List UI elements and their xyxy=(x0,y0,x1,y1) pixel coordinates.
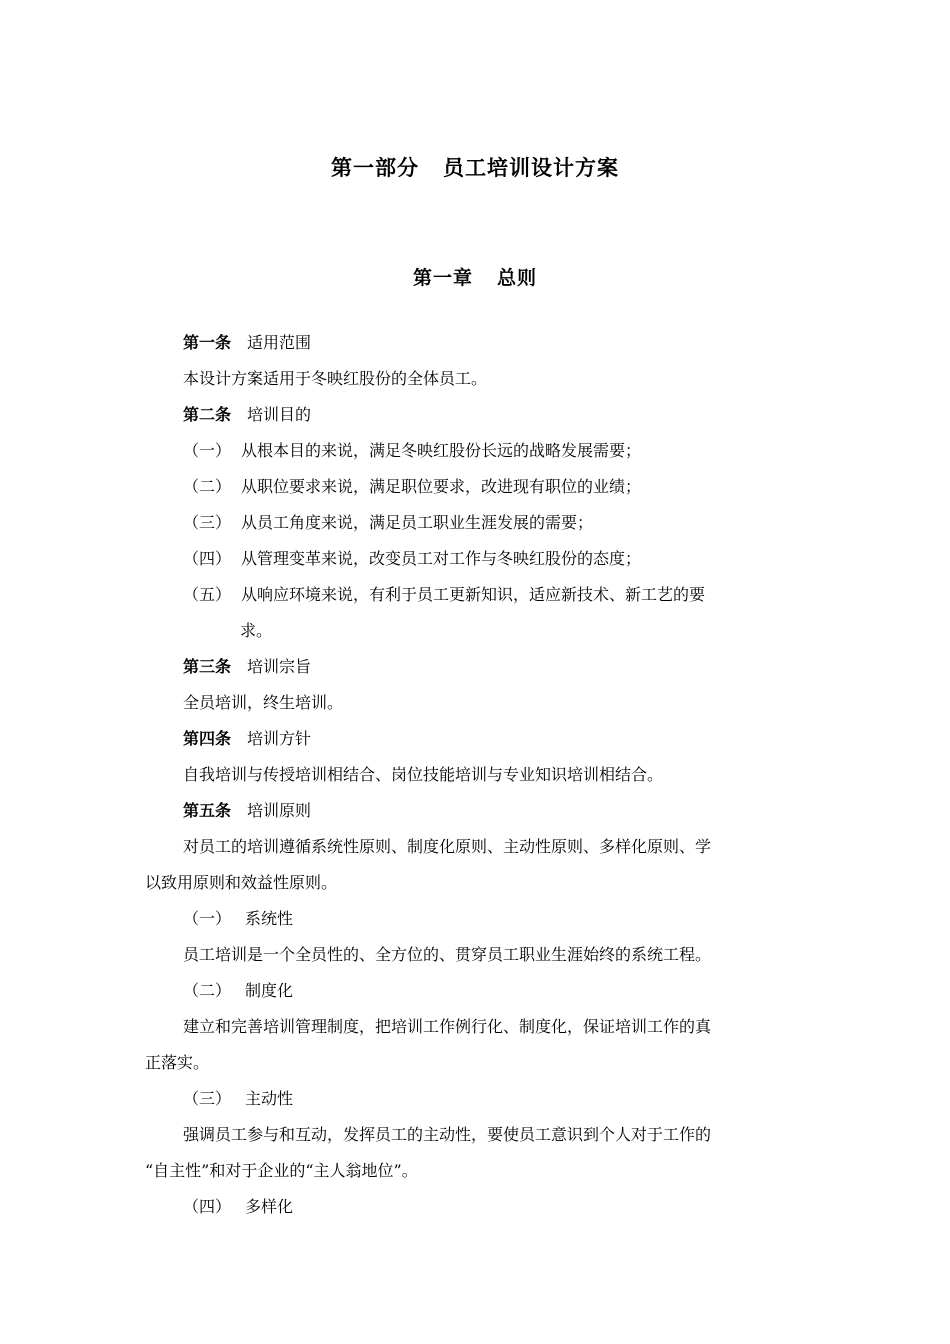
list-item xyxy=(145,541,820,577)
list-item-text: 从职位要求来说，满足职位要求，改进现有职位的业绩； xyxy=(241,477,642,496)
chapter-title xyxy=(0,263,950,290)
list-item-text: 从员工角度来说，满足员工职业生涯发展的需要； xyxy=(241,513,594,532)
sub-heading xyxy=(145,1081,820,1117)
document-body xyxy=(145,325,820,1225)
list-item-label: （五） xyxy=(183,585,232,604)
chapter-title-name: 总则 xyxy=(497,267,538,289)
list-item-label: （三） xyxy=(183,513,232,532)
part-title-label: 第一部分 xyxy=(331,156,419,180)
list-item-text: 从管理变革来说，改变员工对工作与冬映红股份的态度； xyxy=(241,549,642,568)
list-item xyxy=(145,433,820,469)
list-item-continuation: 求。 xyxy=(240,621,273,640)
article-heading xyxy=(145,649,820,685)
chapter-title-label: 第一章 xyxy=(412,267,473,289)
sub-heading-title: 系统性 xyxy=(245,909,294,928)
list-item-text: 从根本目的来说，满足冬映红股份长远的战略发展需要； xyxy=(241,441,642,460)
paragraph: 全员培训，终生培训。 xyxy=(183,693,344,712)
paragraph-line: 以致用原则和效益性原则。 xyxy=(145,873,338,892)
list-item xyxy=(145,505,820,541)
sub-heading-label: （四） xyxy=(183,1197,232,1216)
article-title: 适用范围 xyxy=(247,333,312,352)
sub-heading-label: （三） xyxy=(183,1089,232,1108)
article-number: 第五条 xyxy=(183,801,232,820)
sub-heading-title: 多样化 xyxy=(245,1197,294,1216)
sub-heading xyxy=(145,973,820,1009)
article-number: 第四条 xyxy=(183,729,232,748)
list-item-label: （二） xyxy=(183,477,232,496)
article-number: 第二条 xyxy=(183,405,232,424)
article-heading xyxy=(145,325,820,361)
article-title: 培训方针 xyxy=(247,729,312,748)
paragraph: 自我培训与传授培训相结合、岗位技能培训与专业知识培训相结合。 xyxy=(183,765,664,784)
article-title: 培训宗旨 xyxy=(247,657,312,676)
paragraph-line: 强调员工参与和互动，发挥员工的主动性，要使员工意识到个人对于工作的 xyxy=(183,1125,712,1144)
sub-heading-label: （一） xyxy=(183,909,232,928)
part-title-name: 员工培训设计方案 xyxy=(443,156,619,180)
list-item xyxy=(145,577,820,613)
article-heading xyxy=(145,397,820,433)
list-item xyxy=(145,469,820,505)
sub-heading xyxy=(145,1189,820,1225)
paragraph: 本设计方案适用于冬映红股份的全体员工。 xyxy=(183,369,488,388)
article-heading xyxy=(145,793,820,829)
part-title xyxy=(0,152,950,182)
list-item-text: 从响应环境来说，有利于员工更新知识，适应新技术、新工艺的要 xyxy=(241,585,706,604)
sub-heading-title: 制度化 xyxy=(245,981,294,1000)
paragraph-line: 正落实。 xyxy=(145,1053,210,1072)
article-number: 第三条 xyxy=(183,657,232,676)
paragraph-line: 建立和完善培训管理制度，把培训工作例行化、制度化，保证培训工作的真 xyxy=(183,1017,712,1036)
article-title: 培训原则 xyxy=(247,801,312,820)
paragraph-line: “自主性”和对于企业的“主人翁地位”。 xyxy=(145,1161,418,1180)
list-item-label: （四） xyxy=(183,549,232,568)
article-number: 第一条 xyxy=(183,333,232,352)
sub-heading xyxy=(145,901,820,937)
article-heading xyxy=(145,721,820,757)
sub-heading-label: （二） xyxy=(183,981,232,1000)
list-item-label: （一） xyxy=(183,441,232,460)
article-title: 培训目的 xyxy=(247,405,312,424)
paragraph-line: 员工培训是一个全员性的、全方位的、贯穿员工职业生涯始终的系统工程。 xyxy=(183,945,712,964)
sub-heading-title: 主动性 xyxy=(245,1089,294,1108)
paragraph-line: 对员工的培训遵循系统性原则、制度化原则、主动性原则、多样化原则、学 xyxy=(183,837,712,856)
